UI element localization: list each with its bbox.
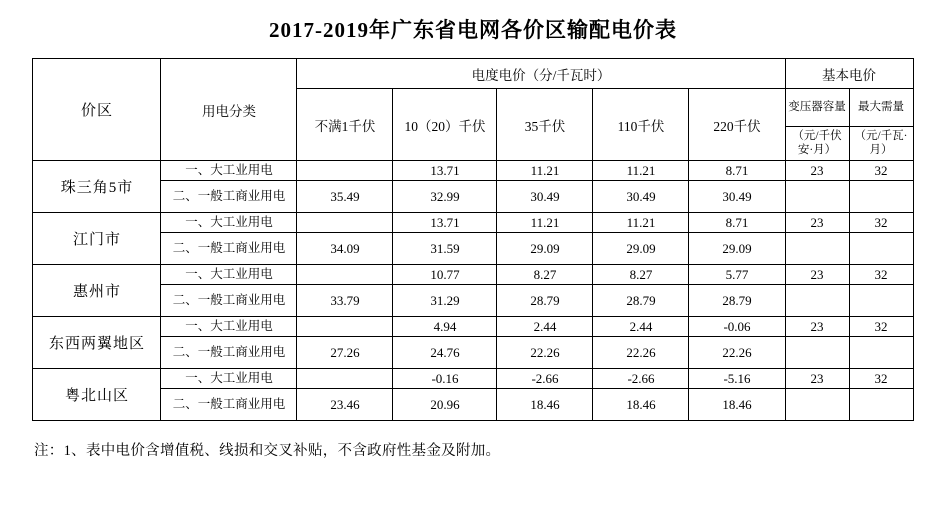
cell-value: 18.46 xyxy=(593,389,689,421)
cell-value xyxy=(297,213,393,233)
table-row xyxy=(33,337,913,369)
cell-transformer xyxy=(785,285,849,317)
cell-value: -2.66 xyxy=(593,369,689,389)
cell-value: 29.09 xyxy=(689,233,785,265)
cell-value: 35.49 xyxy=(297,181,393,213)
cell-value xyxy=(297,317,393,337)
cell-transformer xyxy=(785,389,849,421)
cell-value: 8.27 xyxy=(497,265,593,285)
header-basic-demand-unit: （元/千瓦·月） xyxy=(849,127,913,161)
row-category-commercial: 二、一般工商业用电 xyxy=(161,233,297,265)
cell-value xyxy=(297,161,393,181)
cell-value: 30.49 xyxy=(497,181,593,213)
cell-value: 24.76 xyxy=(393,337,497,369)
cell-value: 11.21 xyxy=(593,161,689,181)
cell-value: 30.49 xyxy=(689,181,785,213)
cell-value: 2.44 xyxy=(497,317,593,337)
table-row xyxy=(33,233,913,265)
row-region-label: 粤北山区 xyxy=(33,369,161,421)
cell-value: 29.09 xyxy=(593,233,689,265)
cell-value xyxy=(297,265,393,285)
cell-value: 11.21 xyxy=(497,213,593,233)
header-basic-demand: 最大需量 xyxy=(849,89,913,127)
cell-value: 2.44 xyxy=(593,317,689,337)
header-group-energy: 电度电价（分/千瓦时） xyxy=(297,59,785,89)
cell-demand: 32 xyxy=(849,161,913,181)
cell-value: -2.66 xyxy=(497,369,593,389)
cell-value: 28.79 xyxy=(593,285,689,317)
cell-value: 34.09 xyxy=(297,233,393,265)
table-row xyxy=(33,181,913,213)
row-category-commercial: 二、一般工商业用电 xyxy=(161,389,297,421)
table-footnote: 注：1、表中电价含增值税、线损和交叉补贴，不含政府性基金及附加。 xyxy=(34,443,501,459)
cell-demand: 32 xyxy=(849,317,913,337)
cell-value: 8.71 xyxy=(689,213,785,233)
cell-value: 28.79 xyxy=(689,285,785,317)
table-row xyxy=(33,369,913,389)
cell-demand xyxy=(849,285,913,317)
row-category-industrial: 一、大工业用电 xyxy=(161,213,297,233)
cell-transformer xyxy=(785,337,849,369)
table-row xyxy=(33,389,913,421)
row-category-commercial: 二、一般工商业用电 xyxy=(161,181,297,213)
cell-value: -5.16 xyxy=(689,369,785,389)
header-group-basic: 基本电价 xyxy=(785,59,913,89)
cell-value: 4.94 xyxy=(393,317,497,337)
cell-value: 13.71 xyxy=(393,213,497,233)
transmission-price-table xyxy=(32,58,913,421)
row-region-label: 东西两翼地区 xyxy=(33,317,161,369)
cell-value: 8.71 xyxy=(689,161,785,181)
cell-value: 11.21 xyxy=(593,213,689,233)
table-row xyxy=(33,285,913,317)
row-region-label: 珠三角5市 xyxy=(33,161,161,213)
cell-value: 31.59 xyxy=(393,233,497,265)
cell-value: 30.49 xyxy=(593,181,689,213)
header-category: 用电分类 xyxy=(161,59,297,161)
cell-value: 18.46 xyxy=(497,389,593,421)
cell-value: 20.96 xyxy=(393,389,497,421)
cell-value: 5.77 xyxy=(689,265,785,285)
header-region: 价区 xyxy=(33,59,161,161)
cell-transformer xyxy=(785,233,849,265)
cell-value: -0.06 xyxy=(689,317,785,337)
header-basic-transformer-unit: （元/千伏安·月） xyxy=(785,127,849,161)
header-voltage-4: 220千伏 xyxy=(689,89,785,161)
cell-value: 22.26 xyxy=(689,337,785,369)
cell-demand xyxy=(849,337,913,369)
cell-transformer: 23 xyxy=(785,369,849,389)
cell-demand: 32 xyxy=(849,369,913,389)
table-row xyxy=(33,317,913,337)
row-category-industrial: 一、大工业用电 xyxy=(161,317,297,337)
cell-value: 18.46 xyxy=(689,389,785,421)
row-category-commercial: 二、一般工商业用电 xyxy=(161,285,297,317)
cell-value: -0.16 xyxy=(393,369,497,389)
cell-value: 32.99 xyxy=(393,181,497,213)
table-header-row-1 xyxy=(33,59,913,89)
header-voltage-3: 110千伏 xyxy=(593,89,689,161)
cell-transformer: 23 xyxy=(785,265,849,285)
row-region-label: 江门市 xyxy=(33,213,161,265)
cell-transformer: 23 xyxy=(785,161,849,181)
cell-transformer: 23 xyxy=(785,317,849,337)
cell-transformer: 23 xyxy=(785,213,849,233)
cell-demand xyxy=(849,389,913,421)
cell-value: 11.21 xyxy=(497,161,593,181)
cell-demand: 32 xyxy=(849,213,913,233)
header-voltage-1: 10（20）千伏 xyxy=(393,89,497,161)
cell-demand: 32 xyxy=(849,265,913,285)
page-title: 2017-2019年广东省电网各价区输配电价表 xyxy=(269,18,677,42)
cell-value: 28.79 xyxy=(497,285,593,317)
cell-value: 23.46 xyxy=(297,389,393,421)
cell-demand xyxy=(849,233,913,265)
cell-value: 27.26 xyxy=(297,337,393,369)
row-category-commercial: 二、一般工商业用电 xyxy=(161,337,297,369)
cell-transformer xyxy=(785,181,849,213)
row-category-industrial: 一、大工业用电 xyxy=(161,161,297,181)
header-voltage-2: 35千伏 xyxy=(497,89,593,161)
cell-value: 29.09 xyxy=(497,233,593,265)
row-category-industrial: 一、大工业用电 xyxy=(161,265,297,285)
cell-value: 22.26 xyxy=(593,337,689,369)
table-row xyxy=(33,213,913,233)
header-voltage-0: 不满1千伏 xyxy=(297,89,393,161)
table-row xyxy=(33,161,913,181)
header-basic-transformer: 变压器容量 xyxy=(785,89,849,127)
table-row xyxy=(33,265,913,285)
cell-value: 8.27 xyxy=(593,265,689,285)
row-region-label: 惠州市 xyxy=(33,265,161,317)
cell-value: 33.79 xyxy=(297,285,393,317)
cell-value xyxy=(297,369,393,389)
cell-value: 10.77 xyxy=(393,265,497,285)
row-category-industrial: 一、大工业用电 xyxy=(161,369,297,389)
cell-value: 31.29 xyxy=(393,285,497,317)
cell-value: 22.26 xyxy=(497,337,593,369)
cell-demand xyxy=(849,181,913,213)
cell-value: 13.71 xyxy=(393,161,497,181)
